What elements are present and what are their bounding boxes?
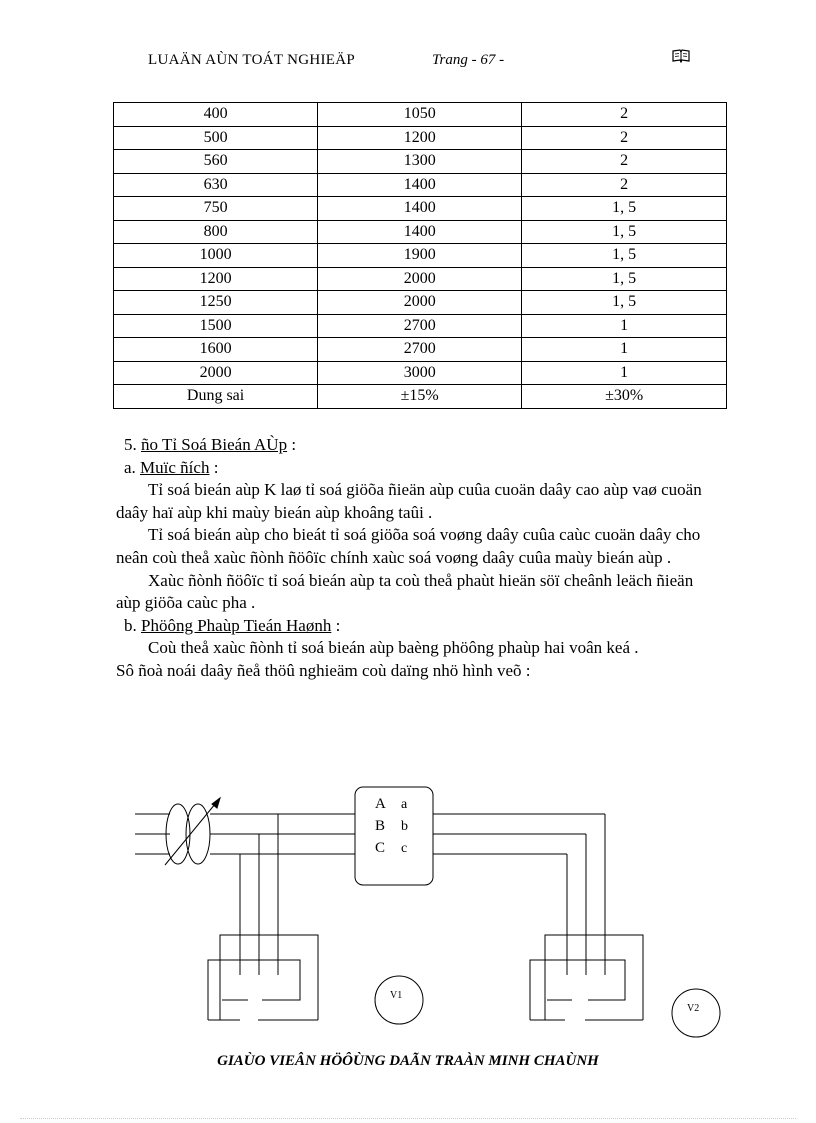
page-bottom-rule [20, 1118, 796, 1119]
table-row [114, 150, 727, 174]
table-cell: 2 [522, 173, 727, 197]
rating-table [113, 102, 727, 409]
paragraph: Tỉ soá bieán aùp K laø tỉ soá giöõa ñieän aùp cuûa cuoän daây cao aùp vaø cuoän daây haï aùp khi maùy bieán aùp khoâng taûi . [116, 480, 702, 522]
table-row [114, 338, 727, 362]
table-cell: 2700 [318, 338, 522, 362]
table-cell: 630 [114, 173, 318, 197]
table-cell: Dung sai [114, 385, 318, 409]
terminal-b: b [401, 819, 408, 834]
table-cell: 1400 [318, 173, 522, 197]
table-cell: 1900 [318, 244, 522, 268]
section-heading: 5. ño Tỉ Soá Bieán AÙp : [124, 435, 297, 454]
table-cell: 1 [522, 361, 727, 385]
table-cell: 3000 [318, 361, 522, 385]
wiring-diagram [0, 770, 816, 1060]
table-cell: ±15% [318, 385, 522, 409]
table-cell: 1 [522, 338, 727, 362]
table-cell: 1200 [114, 267, 318, 291]
table-cell: 1050 [318, 103, 522, 127]
table-row [114, 126, 727, 150]
table-cell: 1250 [114, 291, 318, 315]
table-cell: 1, 5 [522, 197, 727, 221]
table-cell: 2 [522, 126, 727, 150]
subheading-a: a. Muïc ñích : [124, 457, 219, 477]
terminal-c: c [401, 841, 408, 856]
table-cell: 1200 [318, 126, 522, 150]
table-cell: 1400 [318, 197, 522, 221]
voltmeter-1-label: V1 [390, 990, 403, 1001]
subheading-b: b. Phöông Phaùp Tieán Haønh : [124, 615, 341, 635]
header-title: LUAÄN AÙN TOÁT NGHIEÄP [148, 52, 356, 68]
table-row [114, 103, 727, 127]
table-row [114, 291, 727, 315]
page-number: Trang - 67 - [432, 52, 505, 68]
terminal-a: a [401, 797, 408, 812]
footer-supervisor: GIAÙO VIEÂN HÖÔÙNG DAÃN TRAÀN MINH CHAÙNH [217, 1053, 599, 1069]
table-cell: 1, 5 [522, 291, 727, 315]
table-cell: 1000 [114, 244, 318, 268]
terminal-B: B [375, 818, 386, 834]
terminal-C: C [375, 840, 386, 856]
table-row [114, 197, 727, 221]
table-cell: 1, 5 [522, 220, 727, 244]
table-row [114, 314, 727, 338]
table-cell: 560 [114, 150, 318, 174]
table-cell: 1 [522, 314, 727, 338]
subheading-b-title: Phöông Phaùp Tieán Haønh [141, 615, 332, 635]
book-icon [672, 49, 690, 68]
paragraph: Coù theå xaùc ñònh tỉ soá bieán aùp baèng phöông phaùp hai voân keá . [148, 638, 639, 658]
table-cell: 2 [522, 103, 727, 127]
table-cell: 750 [114, 197, 318, 221]
table-cell: 500 [114, 126, 318, 150]
table-cell: 2000 [318, 291, 522, 315]
table-cell: ±30% [522, 385, 727, 409]
table-cell: 1400 [318, 220, 522, 244]
table-cell: 800 [114, 220, 318, 244]
voltmeter-2-label: V2 [687, 1003, 700, 1014]
terminal-A: A [375, 796, 386, 812]
table-cell: 1600 [114, 338, 318, 362]
body-text [116, 434, 716, 683]
table-cell: 2700 [318, 314, 522, 338]
paragraph: Tỉ soá bieán aùp cho bieát tỉ soá giöõa soá voøng daây cuûa caùc cuoän daây cho neân coù theå xaùc ñònh ñöôïc chính xaùc soá voøng daây cuûa maùy bieán aùp . [116, 525, 701, 567]
subheading-a-title: Muïc ñích [140, 457, 210, 477]
table-cell: 2 [522, 150, 727, 174]
table-row [114, 244, 727, 268]
table-row [114, 361, 727, 385]
table-cell: 400 [114, 103, 318, 127]
paragraph: Sô ñoà noái daây ñeå thöû nghieäm coù daïng nhö hình veõ : [116, 660, 531, 680]
table-row [114, 220, 727, 244]
table-cell: 1, 5 [522, 244, 727, 268]
table-cell: 1, 5 [522, 267, 727, 291]
table-row [114, 173, 727, 197]
table-cell: 2000 [318, 267, 522, 291]
table-row [114, 385, 727, 409]
table-row [114, 267, 727, 291]
table-cell: 1300 [318, 150, 522, 174]
section-title: ño Tỉ Soá Bieán AÙp [141, 435, 288, 454]
table-cell: 1500 [114, 314, 318, 338]
paragraph: Xaùc ñònh ñöôïc tỉ soá bieán aùp ta coù theå phaùt hieän söï cheânh leäch ñieän aùp giöõa caùc pha . [116, 570, 694, 613]
table-cell: 2000 [114, 361, 318, 385]
